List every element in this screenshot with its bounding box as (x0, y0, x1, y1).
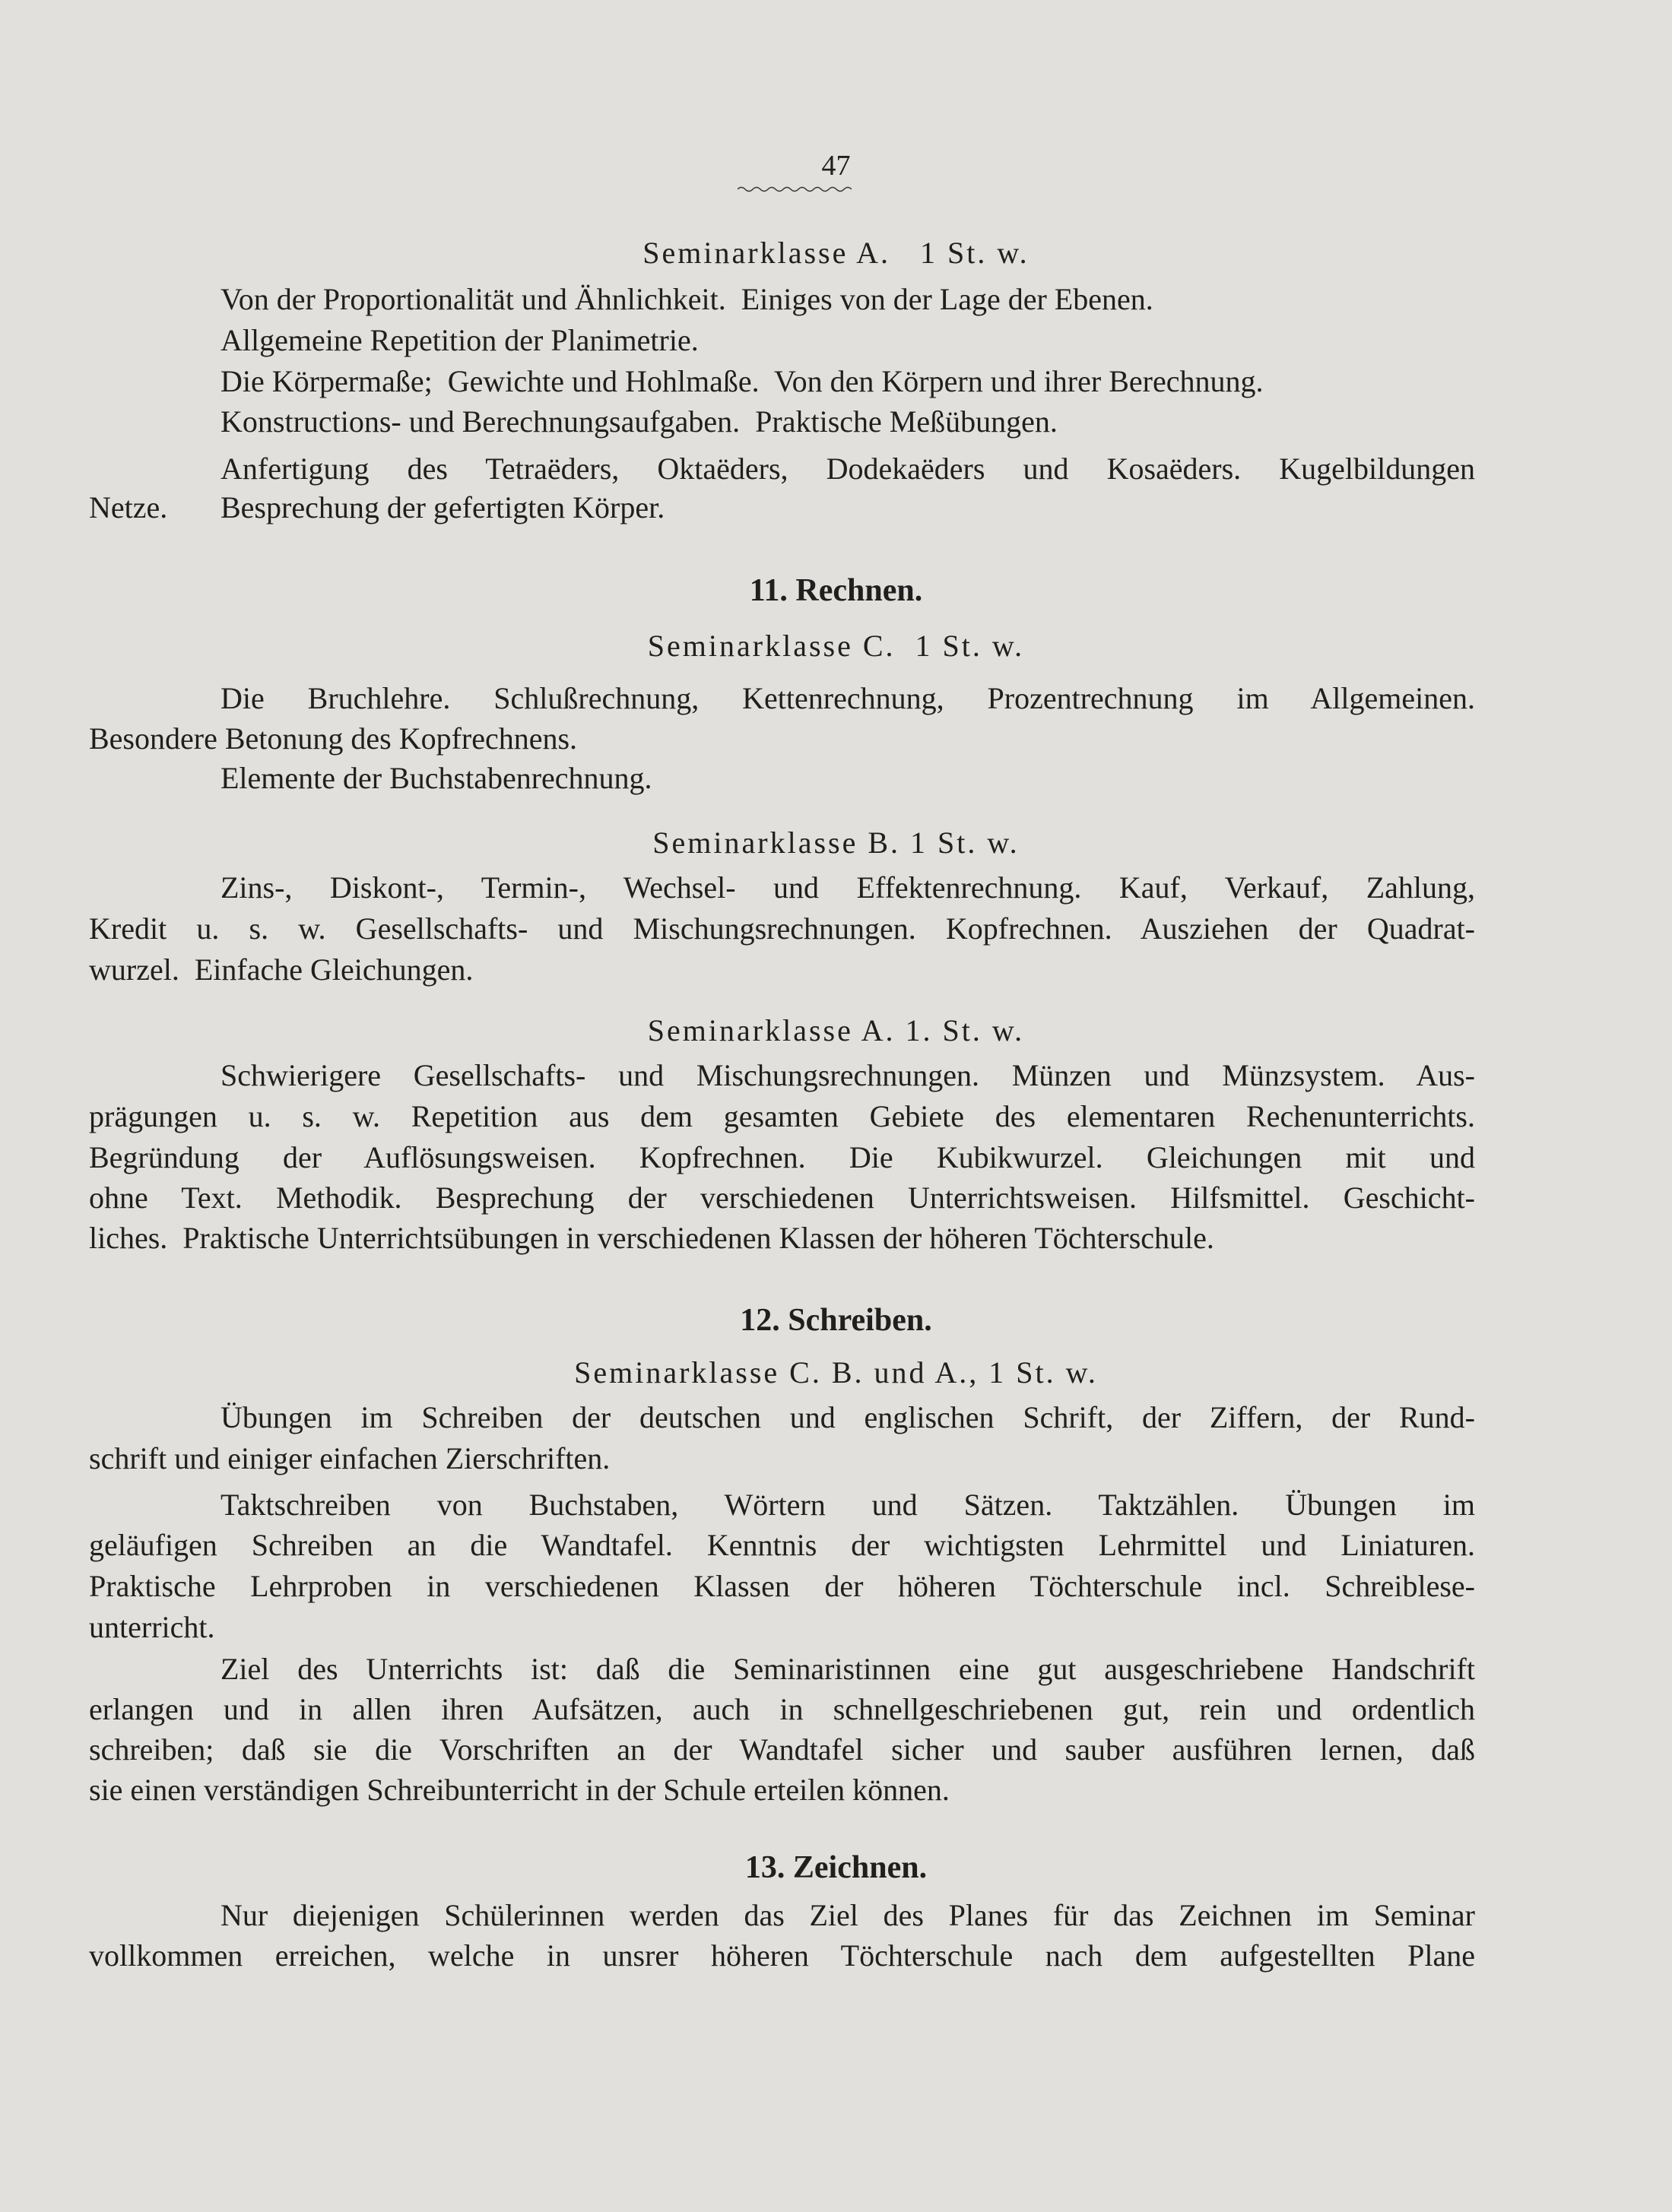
text-line: geläufigen Schreiben an die Wandtafel. Kenntnis der wichtigsten Lehrmittel und Liniaturen. (89, 1528, 1475, 1562)
class-heading: Seminarklasse A. 1 St. w. (642, 236, 1030, 270)
text-line: prägungen u. s. w. Repetition aus dem gesamten Gebiete des elementaren Rechenunterrichts. (89, 1099, 1475, 1133)
text-line: schreiben; daß sie die Vorschriften an der Wandtafel sicher und sauber ausführen lernen, daß (89, 1732, 1475, 1767)
text-line: erlangen und in allen ihren Aufsätzen, auch in schnellgeschriebenen gut, rein und ordentlich (89, 1692, 1475, 1726)
text-line: unterricht. (89, 1610, 215, 1644)
class-heading: Seminarklasse B. 1 St. w. (652, 826, 1020, 860)
text-line: liches. Praktische Unterrichtsübungen in verschiedenen Klassen der höheren Töchterschule. (89, 1221, 1214, 1255)
text-line: schrift und einiger einfachen Zierschriften. (89, 1441, 611, 1475)
page-number: 47 (821, 150, 851, 182)
text-line: Allgemeine Repetition der Planimetrie. (221, 323, 699, 357)
text-line: Taktschreiben von Buchstaben, Wörtern und Sätzen. Taktzählen. Übungen im (221, 1488, 1475, 1522)
text-line: Nur diejenigen Schülerinnen werden das Ziel des Planes für das Zeichnen im Seminar (221, 1898, 1475, 1932)
text-line: Besprechung der gefertigten Körper. (221, 490, 665, 524)
text-line: Begründung der Auflösungsweisen. Kopfrechnen. Die Kubikwurzel. Gleichungen mit und (89, 1140, 1475, 1174)
class-heading: Seminarklasse C. B. und A., 1 St. w. (574, 1355, 1098, 1390)
text-line: vollkommen erreichen, welche in unsrer höheren Töchterschule nach dem aufgestellten Plane (89, 1938, 1475, 1973)
text-line: Kredit u. s. w. Gesellschafts- und Mischungsrechnungen. Kopfrechnen. Ausziehen der Quadrat- (89, 911, 1475, 946)
text-line: Zins-, Diskont-, Termin-, Wechsel- und Effektenrechnung. Kauf, Verkauf, Zahlung, (221, 870, 1475, 905)
text-line: Schwierigere Gesellschafts- und Mischungsrechnungen. Münzen und Münzsystem. Aus- (221, 1058, 1475, 1092)
text-line: Übungen im Schreiben der deutschen und englischen Schrift, der Ziffern, der Rund- (221, 1400, 1475, 1434)
text-line: Konstructions- und Berechnungsaufgaben. Praktische Meßübungen. (221, 404, 1058, 439)
text-line: sie einen verständigen Schreibunterricht in der Schule erteilen können. (89, 1773, 950, 1807)
section-heading-zeichnen: 13. Zeichnen. (744, 1850, 928, 1885)
text-line: Die Bruchlehre. Schlußrechnung, Kettenrechnung, Prozentrechnung im Allgemeinen. (221, 681, 1475, 715)
text-line: Besondere Betonung des Kopfrechnens. (89, 721, 578, 756)
section-heading-rechnen: 11. Rechnen. (749, 573, 923, 608)
text-line: Praktische Lehrproben in verschiedenen Klassen der höheren Töchterschule incl. Schreiblese- (89, 1569, 1475, 1603)
text-line: Elemente der Buchstabenrechnung. (221, 761, 652, 795)
text-line: Ziel des Unterrichts ist: daß die Seminaristinnen eine gut ausgeschriebene Handschrift (221, 1652, 1475, 1686)
section-heading-schreiben: 12. Schreiben. (740, 1303, 932, 1338)
text-line: Netze. (89, 490, 168, 524)
text-line: Von der Proportionalität und Ähnlichkeit. Einiges von der Lage der Ebenen. (221, 282, 1153, 316)
text-line: Die Körpermaße; Gewichte und Hohlmaße. Von den Körpern und ihrer Berechnung. (221, 364, 1264, 398)
class-heading: Seminarklasse C. 1 St. w. (647, 629, 1025, 663)
page-number-ornament (738, 185, 852, 193)
class-heading: Seminarklasse A. 1. St. w. (647, 1013, 1025, 1047)
text-line: Anfertigung des Tetraëders, Oktaëders, Dodekaëders und Kosaëders. Kugelbildungen (221, 452, 1475, 486)
text-line: ohne Text. Methodik. Besprechung der verschiedenen Unterrichtsweisen. Hilfsmittel. Geschicht- (89, 1180, 1475, 1215)
text-line: wurzel. Einfache Gleichungen. (89, 952, 474, 987)
